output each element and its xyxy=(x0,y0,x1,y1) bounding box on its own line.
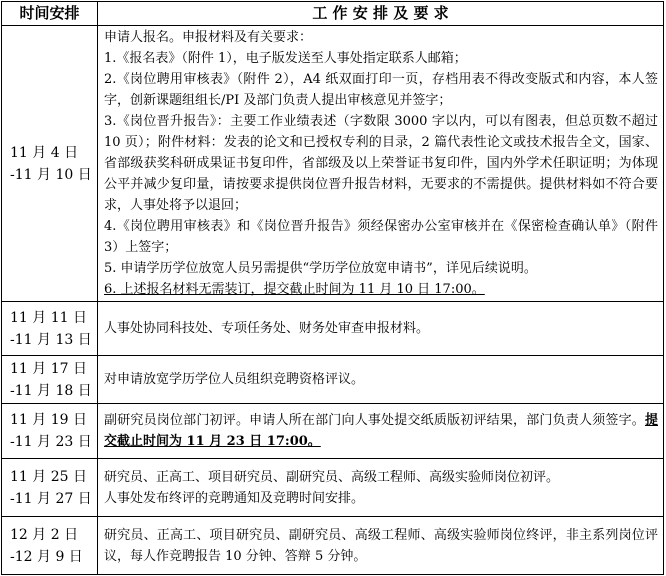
date-start: 11 月 19 日 xyxy=(10,412,87,428)
date-end: -11 月 27 日 xyxy=(10,490,92,507)
requirements-cell xyxy=(98,404,664,459)
schedule-row xyxy=(2,26,664,302)
requirements-cell: 人事处协同科技处、专项任务处、财务处审查申报材料。 xyxy=(98,302,664,356)
requirement-item-5: 5. 申请学历学位放宽人员另需提供“学历学位放宽申请书”，详见后续说明。 xyxy=(104,261,537,276)
schedule-row xyxy=(2,517,664,575)
date-range xyxy=(2,302,98,356)
date-end: -11 月 18 日 xyxy=(10,382,92,399)
schedule-row xyxy=(2,404,664,459)
schedule-row xyxy=(2,302,664,356)
requirement-item-6: 6. 上述报名材料无需装订，提交截止时间为 11 月 10 日 17:00。 xyxy=(104,282,485,297)
requirement-item-2: 2.《岗位聘用审核表》（附件 2），A4 纸双面打印一页，存档用表不得改变版式和内容，本人签字，创新课题组组长/PI 及部门负责人提出审核意见并签字； xyxy=(104,72,658,108)
date-start: 11 月 11 日 xyxy=(10,309,87,326)
col-header-time: 时间安排 xyxy=(2,2,98,26)
requirement-intro: 申请人报名。申报材料及有关要求： xyxy=(104,30,313,45)
requirement-item-3: 3.《岗位晋升报告》：主要工作业绩表述（字数限 3000 字以内，可以有图表，但总页数不超过 10 页）；附件材料：发表的论文和已授权专利的目录，2 篇代表性论文或技术报告全文，国家、省部级获奖科研成果证书复印件，省部级及以上荣誉证书复印件，国内外学术任职证明；为体现公平并减少复印量，请按要求提供岗位晋升报告材料，无要求的不需提供。提供材料如不符合要求，人事处将予以退回； xyxy=(104,114,658,213)
requirement-line-1: 研究员、正高工、项目研究员、副研究员、高级工程师、高级实验师岗位初评。 xyxy=(104,469,560,485)
date-end: -11 月 10 日 xyxy=(10,166,92,183)
date-range xyxy=(2,356,98,404)
deadline-text: 提交截止时间为 11 月 23 日 17:00。 xyxy=(104,413,658,449)
date-end: -11 月 23 日 xyxy=(10,434,92,450)
date-end: -12 月 9 日 xyxy=(10,548,83,565)
requirement-item-1: 1.《报名表》（附件 1），电子版发送至人事处指定联系人邮箱； xyxy=(104,51,467,66)
requirements-cell: 研究员、正高工、项目研究员、副研究员、高级工程师、高级实验师岗位终评，非主系列岗位评议，每人作竞聘报告 10 分钟、答辩 5 分钟。 xyxy=(98,517,664,575)
requirement-item-4: 4.《岗位聘用审核表》和《岗位晋升报告》须经保密办公室审核并在《保密检查确认单》（附件 3）上签字； xyxy=(104,219,658,255)
schedule-row xyxy=(2,459,664,517)
requirements-cell xyxy=(98,26,664,302)
date-range xyxy=(2,459,98,517)
date-start: 11 月 4 日 xyxy=(10,144,79,161)
schedule-table xyxy=(1,1,664,575)
requirements-cell xyxy=(98,459,664,517)
date-end: -11 月 13 日 xyxy=(10,331,92,348)
header-row xyxy=(2,2,664,26)
requirements-cell: 对申请放宽学历学位人员组织竞聘资格评议。 xyxy=(98,356,664,404)
date-start: 11 月 25 日 xyxy=(10,468,87,485)
requirement-line-2: 人事处发布终评的竞聘通知及竞聘时间安排。 xyxy=(104,490,365,506)
date-start: 12 月 2 日 xyxy=(10,526,79,543)
date-range xyxy=(2,404,98,459)
col-header-requirements: 工 作 安 排 及 要 求 xyxy=(98,2,664,26)
date-range xyxy=(2,26,98,302)
date-range xyxy=(2,517,98,575)
date-start: 11 月 17 日 xyxy=(10,360,87,377)
requirement-text: 副研究员岗位部门初评。申请人所在部门向人事处提交纸质版初评结果，部门负责人须签字。 xyxy=(104,413,645,428)
schedule-row xyxy=(2,356,664,404)
